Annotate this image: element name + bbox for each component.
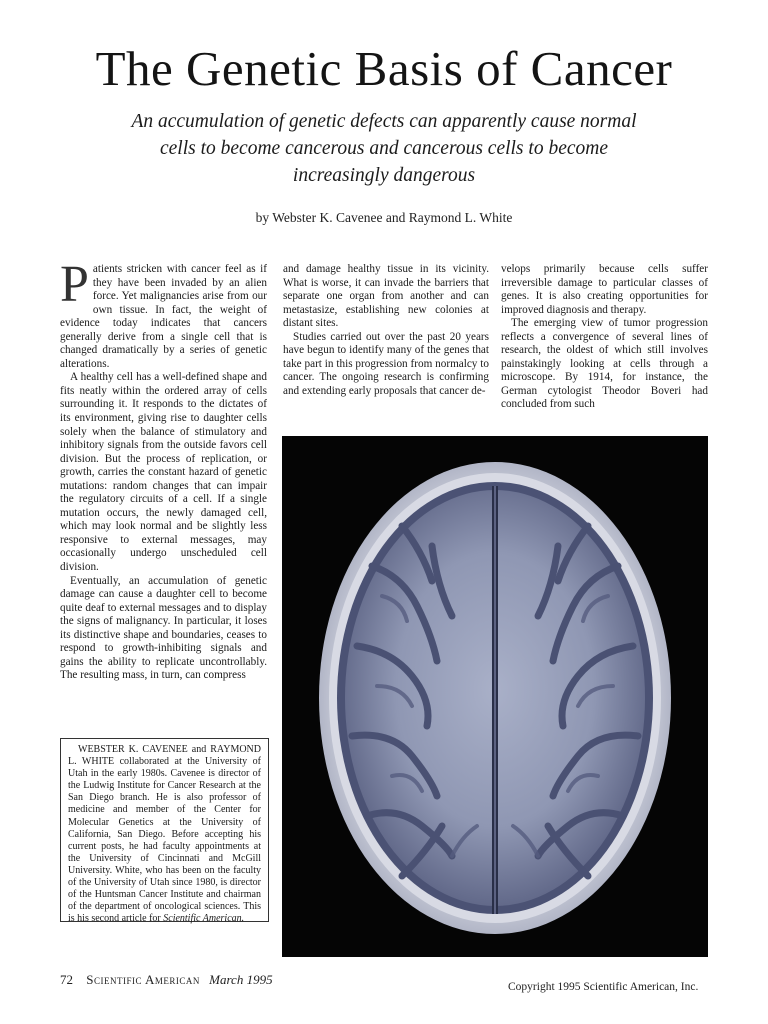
drop-cap: P (60, 256, 89, 313)
article-deck: An accumulation of genetic defects can apparently cause normal cells to become cancerous and cancerous cells to become increasingly dangerous (131, 111, 637, 186)
article-byline: by Webster K. Cavenee and Raymond L. White (255, 210, 513, 225)
body-paragraph: velops primarily because cells suffer irreversible damage to particular classes of genes. It is also creating opportunities for improved diagnosis and therapy. (501, 263, 708, 316)
magazine-name: Scientific American (86, 972, 200, 987)
author-bio (68, 744, 261, 925)
body-paragraph: and damage healthy tissue in its vicinity. What is worse, it can invade the barriers that separate one organ from another and can metastasize, establishing new colonies at distant sites. (283, 263, 489, 330)
paragraph-text: atients stricken with cancer feel as if they have been invaded by an alien force. Yet malignancies arise from our own tissue. In fact, the weight of evidence today indicates that cancers generally derive from a single cell that is changed dramatically by a series of genetic alterations. (60, 263, 267, 370)
body-paragraph: A healthy cell has a well-defined shape and fits neatly within the ordered array of cells surrounding it. It responds to the dictates of its environment, giving rise to daughter cells solely when the balance of stimulatory and inhibitory signals from the outside favors cell division. But the process of replication, or growth, carries the constant hazard of genetic mutations: random changes that can impair the regulatory circuits of a cell. If a single mutation occurs, the newly damaged cell, which may look normal and be slightly less responsive to external messages, may occasionally undergo unscheduled cell division. (60, 371, 267, 574)
body-paragraph (60, 256, 267, 371)
brain-mri-illustration (282, 436, 708, 957)
body-paragraph: Eventually, an accumulation of genetic damage can cause a daughter cell to become quite deaf to external messages and to display the signs of malignancy. In particular, it loses its distinctive shape and boundaries, ceases to respond to growth-inhibiting signals and gains the ability to replicate uncontrollably. The resulting mass, in turn, can compress (60, 574, 267, 682)
author-bio-box (60, 738, 269, 925)
brain-mri-image (282, 436, 708, 957)
body-paragraph: The emerging view of tumor progression reflects a convergence of several lines of research, the oldest of which still involves painstakingly looking at cells through a microscope. By 1914, for instance, the German cytologist Theodor Boveri had concluded from such (501, 317, 708, 411)
article-title: The Genetic Basis of Cancer (95, 41, 673, 96)
body-paragraph: Studies carried out over the past 20 years have begun to identify many of the genes that take part in this progression from normalcy to cancer. The ongoing research is confirming and extending early proposals that cancer de- (283, 330, 489, 397)
issue-date: March 1995 (209, 972, 273, 987)
body-column-3 (501, 263, 708, 412)
page-number: 72 (60, 972, 73, 987)
body-column-2 (283, 263, 489, 398)
body-column-1 (60, 256, 267, 683)
bio-magazine-name: Scientific American. (163, 913, 245, 925)
bio-text: WEBSTER K. CAVENEE and RAYMOND L. WHITE collaborated at the University of Utah in the early 1980s. Cavenee is director of the Ludwig Institute for Cancer Research at the San Diego branch. He is also professor of medicine and member of the Center for Molecular Genetics at the University of California, San Diego. Before accepting his current posts, he had faculty appointments at the University of Cincinnati and McGill University. White, who has been on the faculty of the University of Utah since 1980, is director of the Huntsman Cancer Institute and chairman of the department of oncological sciences. This is his second article for (68, 744, 261, 925)
page-footer (60, 972, 273, 988)
copyright-notice: Copyright 1995 Scientific American, Inc. (508, 981, 699, 993)
